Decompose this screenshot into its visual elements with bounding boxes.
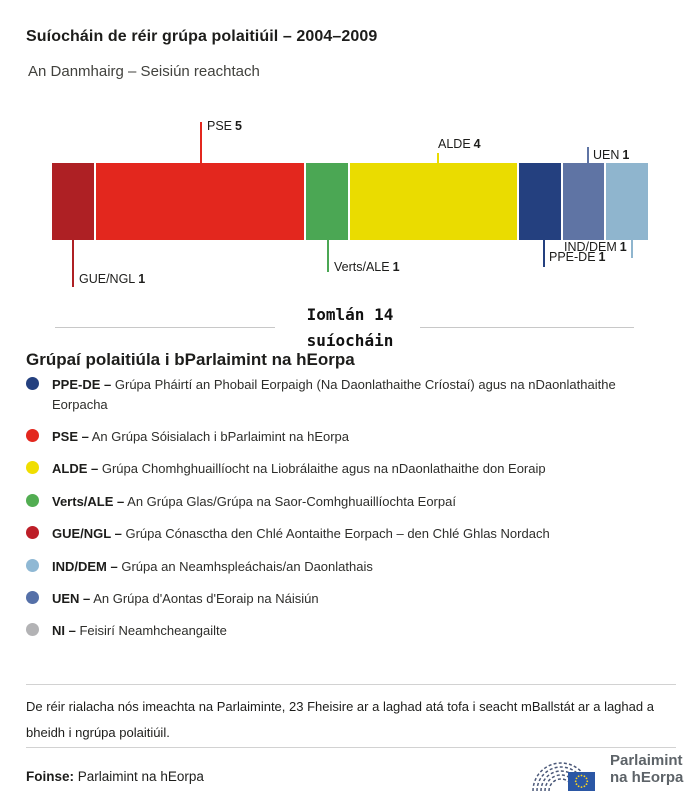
gue-ngl-color-dot-icon xyxy=(26,526,39,539)
bar-label-uen-name: UEN xyxy=(593,148,620,162)
callout-line-ind-dem xyxy=(631,240,633,258)
source-label: Foinse: xyxy=(26,769,75,784)
legend-item-alde xyxy=(26,459,664,479)
bar-label-alde-name: ALDE xyxy=(438,137,471,151)
european-parliament-logo xyxy=(530,744,685,794)
bar-label-ind-dem-name: IND/DEM xyxy=(564,240,617,254)
bar-segment-verts-ale xyxy=(306,163,348,240)
legend-abbr: GUE/NGL – xyxy=(52,526,122,541)
bar-segment-pse xyxy=(96,163,305,240)
legend-abbr: ALDE – xyxy=(52,461,99,476)
legend-desc: Grúpa an Neamhspleáchais/an Daonlathais xyxy=(121,559,373,574)
legend-heading: Grúpaí polaitiúla i bParlaimint na hEorpa xyxy=(26,350,355,369)
bar-label-ppe-de-name: PPE-DE xyxy=(549,250,596,264)
logo-wordmark-line1: Parlaimint xyxy=(610,752,683,769)
stacked-bar xyxy=(52,163,648,240)
pse-color-dot-icon xyxy=(26,429,39,442)
legend-item-text xyxy=(52,524,664,544)
source-value: Parlaimint na hEorpa xyxy=(77,769,204,784)
bar-label-pse-name: PSE xyxy=(207,119,233,133)
bar-segment-uen xyxy=(563,163,605,240)
legend-abbr: NI – xyxy=(52,623,76,638)
callout-line-ppe-de xyxy=(543,240,545,267)
bar-label-uen xyxy=(593,148,629,162)
ni-color-dot-icon xyxy=(26,623,39,636)
callout-line-verts-ale xyxy=(327,240,329,272)
source-line xyxy=(26,769,204,784)
legend-abbr: IND/DEM – xyxy=(52,559,118,574)
legend-item-text xyxy=(52,621,664,641)
bar-label-alde xyxy=(438,137,481,151)
hemicycle-icon xyxy=(530,745,602,793)
verts-ale-color-dot-icon xyxy=(26,494,39,507)
callout-line-alde xyxy=(437,153,439,163)
legend-item-text xyxy=(52,492,664,512)
legend-item-pse xyxy=(26,427,664,447)
ppe-de-color-dot-icon xyxy=(26,377,39,390)
legend-item-ind-dem xyxy=(26,557,664,577)
bar-label-gue-ngl xyxy=(79,272,145,286)
legend-abbr: UEN – xyxy=(52,591,91,606)
procedure-note: De réir rialacha nós imeachta na Parlaiminte, 23 Fheisire ar a laghad atá tofa i seacht mBallstát ar a laghad a bheidh i ngrúpa polaitiúil. xyxy=(26,699,654,740)
legend-item-text xyxy=(52,589,664,609)
eu-flag-icon xyxy=(568,772,595,791)
legend-item-ni xyxy=(26,621,664,641)
callout-line-uen xyxy=(587,147,589,163)
bar-label-uen-seats: 1 xyxy=(622,148,630,162)
callout-line-gue-ngl xyxy=(72,240,74,287)
legend-abbr: PSE – xyxy=(52,429,89,444)
uen-color-dot-icon xyxy=(26,591,39,604)
logo-wordmark-line2: na hEorpa xyxy=(610,769,684,786)
page-subtitle: An Danmhairg – Seisiún reachtach xyxy=(28,63,260,80)
legend-item-uen xyxy=(26,589,664,609)
legend-desc: Grúpa Cónasctha den Chlé Aontaithe Eorpach – den Chlé Ghlas Nordach xyxy=(125,526,550,541)
legend-desc: Grúpa Chomhghuaillíocht na Liobrálaithe agus na nDaonlathaithe don Eoraip xyxy=(101,461,546,476)
logo-wordmark xyxy=(610,752,683,786)
bar-label-ppe-de-seats: 1 xyxy=(598,250,606,264)
bar-segment-gue-ngl xyxy=(52,163,94,240)
legend-item-gue-ngl xyxy=(26,524,664,544)
legend-item-text xyxy=(52,427,664,447)
bar-label-pse-seats: 5 xyxy=(235,119,242,133)
bar-segment-ppe-de xyxy=(519,163,561,240)
bar-label-verts-ale-name: Verts/ALE xyxy=(334,260,390,274)
legend-desc: Feisirí Neamhcheangailte xyxy=(79,623,227,638)
legend-item-ppe-de xyxy=(26,375,664,415)
footer-divider-top xyxy=(26,684,676,685)
page-title: Suíocháin de réir grúpa polaitiúil – 2004–2009 xyxy=(26,28,378,45)
bar-label-verts-ale xyxy=(334,260,400,274)
legend-desc: An Grúpa Glas/Grúpa na Saor-Comhghuaillíochta Eorpaí xyxy=(127,494,456,509)
total-seats-line2: suíocháin xyxy=(306,331,394,350)
bar-label-pse xyxy=(207,119,242,133)
legend-desc: Grúpa Pháirtí an Phobail Eorpaigh (Na Daonlathaithe Críostaí) agus na nDaonlathaithe Eorpacha xyxy=(52,377,616,412)
legend-item-text xyxy=(52,459,664,479)
legend-abbr: PPE-DE – xyxy=(52,377,112,392)
bar-label-gue-ngl-seats: 1 xyxy=(138,272,146,286)
bar-segment-ind-dem xyxy=(606,163,648,240)
ind-dem-color-dot-icon xyxy=(26,559,39,572)
bar-segment-alde xyxy=(350,163,517,240)
bar-label-gue-ngl-name: GUE/NGL xyxy=(79,272,136,286)
bar-label-ind-dem-seats: 1 xyxy=(619,240,627,254)
legend-item-text xyxy=(52,557,664,577)
legend-desc: An Grúpa Sóisialach i bParlaimint na hEorpa xyxy=(91,429,350,444)
bar-label-alde-seats: 4 xyxy=(473,137,481,151)
callout-line-pse xyxy=(200,122,202,163)
legend-item-text xyxy=(52,375,664,415)
alde-color-dot-icon xyxy=(26,461,39,474)
legend-abbr: Verts/ALE – xyxy=(52,494,125,509)
total-seats-label xyxy=(0,302,700,354)
legend-item-verts-ale xyxy=(26,492,664,512)
bar-label-ind-dem xyxy=(564,240,627,254)
bar-label-verts-ale-seats: 1 xyxy=(392,260,400,274)
legend-desc: An Grúpa d'Aontas d'Eoraip na Náisiún xyxy=(93,591,319,606)
total-seats-line1: Iomlán 14 xyxy=(306,305,394,324)
